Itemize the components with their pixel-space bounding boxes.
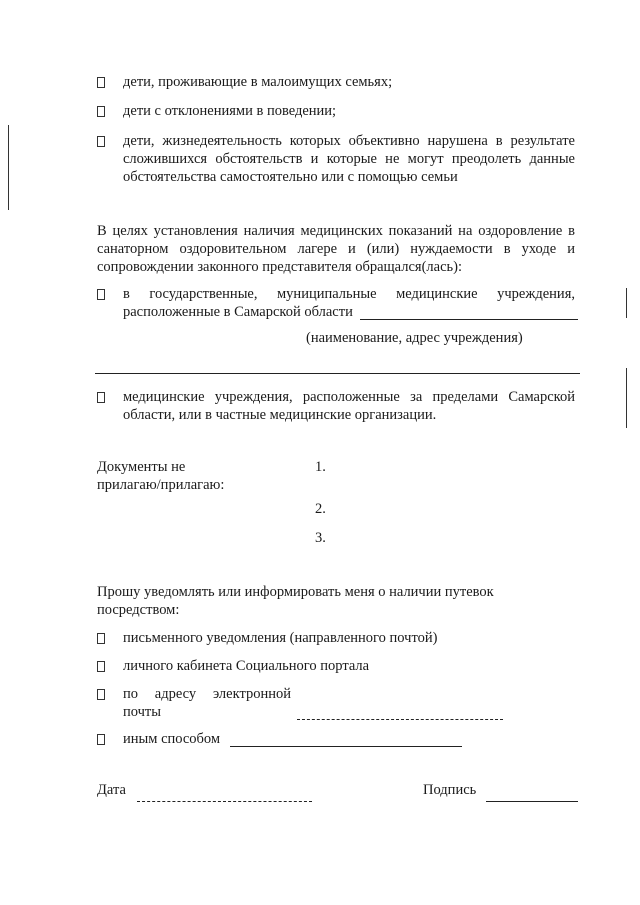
document-number-1: 1. — [315, 459, 326, 475]
institution-name-field[interactable] — [360, 319, 578, 320]
option-outside-line2: области, или в частные медицинские организации. — [123, 407, 437, 423]
item-disrupted-life-line2: сложившихся обстоятельств и которые не могут преодолеть данные — [123, 151, 575, 167]
documents-label-line1: Документы не — [97, 459, 186, 475]
checkbox-postal[interactable] — [97, 633, 105, 644]
documents-label-line2: прилагаю/прилагаю: — [97, 477, 225, 493]
item-low-income: дети, проживающие в малоимущих семьях; — [123, 74, 393, 90]
email-field[interactable] — [297, 719, 503, 720]
option-samara-line2: расположенные в Самарской области — [123, 304, 353, 320]
other-method-field[interactable] — [230, 746, 462, 747]
medical-para-line3: сопровождении законного представителя обращался(лась): — [97, 259, 462, 275]
scan-mark-left — [8, 125, 9, 210]
institution-caption: (наименование, адрес учреждения) — [306, 330, 523, 346]
option-outside-line1: медицинские учреждения, расположенные за пределами Самарской — [123, 389, 575, 405]
medical-para-line1: В целях установления наличия медицинских показаний на оздоровление в — [97, 223, 575, 239]
medical-para-line2: санаторном оздоровительном лагере и (или) нуждаемости в уходе и — [97, 241, 575, 257]
document-number-2: 2. — [315, 501, 326, 517]
checkbox-behavior[interactable] — [97, 106, 105, 117]
scan-mark-right-2 — [626, 368, 627, 428]
checkbox-samara-institutions[interactable] — [97, 289, 105, 300]
option-social-portal: личного кабинета Социального портала — [123, 658, 370, 674]
date-field[interactable] — [137, 801, 312, 802]
institution-address-field[interactable] — [95, 373, 580, 374]
signature-field[interactable] — [486, 801, 578, 802]
option-postal: письменного уведомления (направленного почтой) — [123, 630, 438, 646]
option-email-line1: по адресу электронной — [123, 686, 291, 702]
checkbox-outside-institutions[interactable] — [97, 392, 105, 403]
checkbox-other-method[interactable] — [97, 734, 105, 745]
notify-para-line1: Прошу уведомлять или информировать меня о наличии путевок — [97, 584, 494, 600]
item-disrupted-life-line3: обстоятельства самостоятельно или с помощью семьи — [123, 169, 458, 185]
document-number-3: 3. — [315, 530, 326, 546]
notify-para-line2: посредством: — [97, 602, 180, 618]
scan-mark-right-1 — [626, 288, 627, 318]
option-email-line2: почты — [123, 704, 162, 720]
checkbox-disrupted-life[interactable] — [97, 136, 105, 147]
option-other-method: иным способом — [123, 731, 221, 747]
item-disrupted-life-line1: дети, жизнедеятельность которых объективно нарушена в результате — [123, 133, 575, 149]
checkbox-email[interactable] — [97, 689, 105, 700]
checkbox-low-income[interactable] — [97, 77, 105, 88]
checkbox-social-portal[interactable] — [97, 661, 105, 672]
date-label: Дата — [97, 782, 126, 798]
option-samara-line1: в государственные, муниципальные медицинские учреждения, — [123, 286, 575, 302]
item-behavior: дети с отклонениями в поведении; — [123, 103, 337, 119]
signature-label: Подпись — [423, 782, 477, 798]
